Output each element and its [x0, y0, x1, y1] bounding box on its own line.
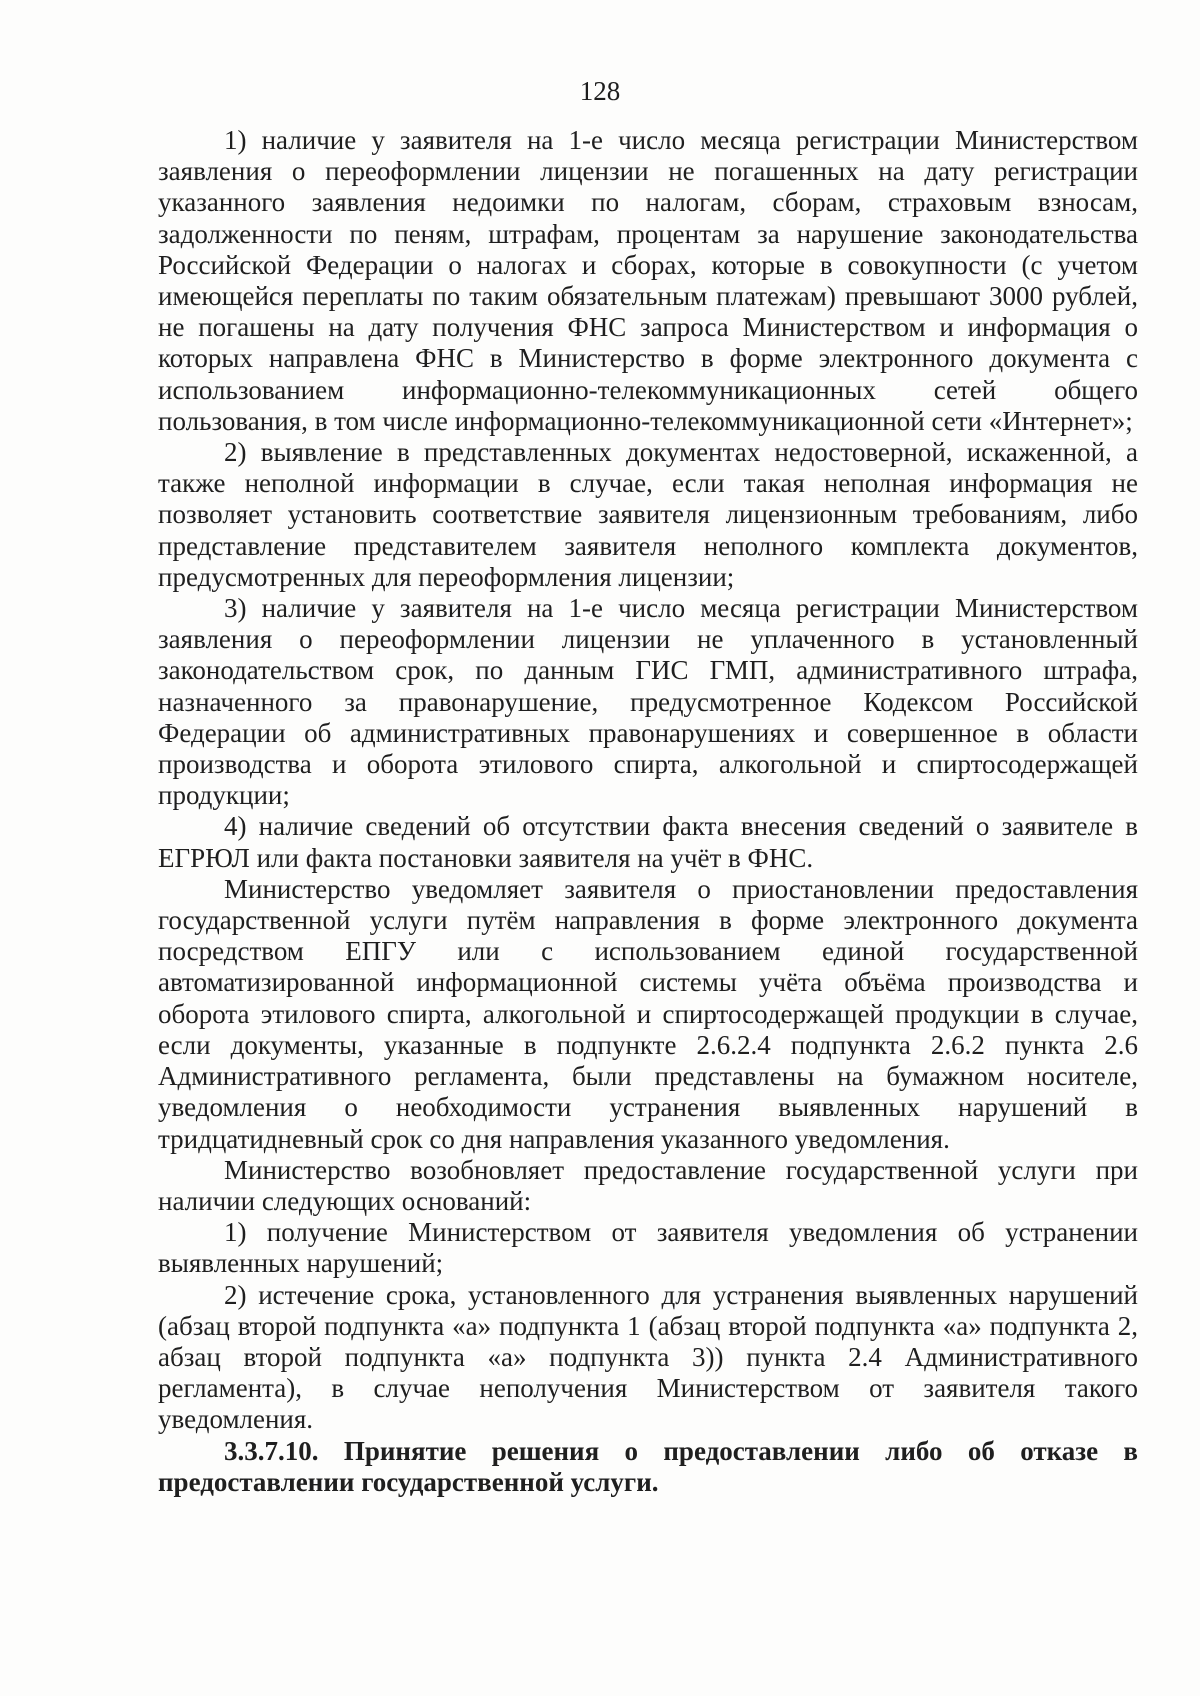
page-number: 128 [579, 76, 621, 106]
paragraph-resumption-item-2: 2) истечение срока, установленного для устранения выявленных нарушений (абзац второй подпункта «а» подпункта 1 (абзац второй подпункта «а» подпункта 2, абзац второй подпункта «а» подпункта 3)) пункта 2.4 Административного регламента), в случае неполучения Министерством от заявителя такого уведомления. [158, 1279, 1138, 1435]
paragraph-notification: Министерство уведомляет заявителя о приостановлении предоставления государственной услуги путём направления в форме электронного документа посредством ЕПГУ или с использованием единой государственной автоматизированной информационной системы учёта объёма производства и оборота этилового спирта, алкогольной и спиртосодержащей продукции в случае, если документы, указанные в подпункте 2.6.2.4 подпункта 2.6.2 пункта 2.6 Административного регламента, были представлены на бумажном носителе, уведомления о необходимости устранения выявленных нарушений в тридцатидневный срок со дня направления указанного уведомления. [158, 873, 1138, 1154]
paragraph-item-4: 4) наличие сведений об отсутствии факта внесения сведений о заявителе в ЕГРЮЛ или факта постановки заявителя на учёт в ФНС. [158, 811, 1138, 873]
paragraph-item-2: 2) выявление в представленных документах недостоверной, искаженной, а также неполной информации в случае, если такая неполная информация не позволяет установить соответствие заявителя лицензионным требованиям, либо представление представителем заявителя неполного комплекта документов, предусмотренных для переоформления лицензии; [158, 437, 1138, 592]
section-heading: 3.3.7.10. Принятие решения о предоставлении либо об отказе в предоставлении государственной услуги. [158, 1435, 1138, 1497]
paragraph-resumption: Министерство возобновляет предоставление государственной услуги при наличии следующих оснований: [158, 1154, 1138, 1216]
document-body [158, 125, 1138, 1498]
paragraph-resumption-item-1: 1) получение Министерством от заявителя уведомления об устранении выявленных нарушений; [158, 1217, 1138, 1279]
paragraph-item-1: 1) наличие у заявителя на 1-е число месяца регистрации Министерством заявления о переоформлении лицензии не погашенных на дату регистрации указанного заявления недоимки по налогам, сборам, страховым взносам, задолженности по пеням, штрафам, процентам за нарушение законодательства Российской Федерации о налогах и сборах, которые в совокупности (с учетом имеющейся переплаты по таким обязательным платежам) превышают 3000 рублей, не погашены на дату получения ФНС запроса Министерством и информация о которых направлена ФНС в Министерство в форме электронного документа с использованием информационно-телекоммуникационных сетей общего пользования, в том числе информационно-телекоммуникационной сети «Интернет»; [158, 125, 1138, 436]
paragraph-item-3: 3) наличие у заявителя на 1-е число месяца регистрации Министерством заявления о переоформлении лицензии не уплаченного в установленный законодательством срок, по данным ГИС ГМП, административного штрафа, назначенного за правонарушение, предусмотренное Кодексом Российской Федерации об административных правонарушениях и совершенное в области производства и оборота этилового спирта, алкогольной и спиртосодержащей продукции; [158, 593, 1138, 811]
